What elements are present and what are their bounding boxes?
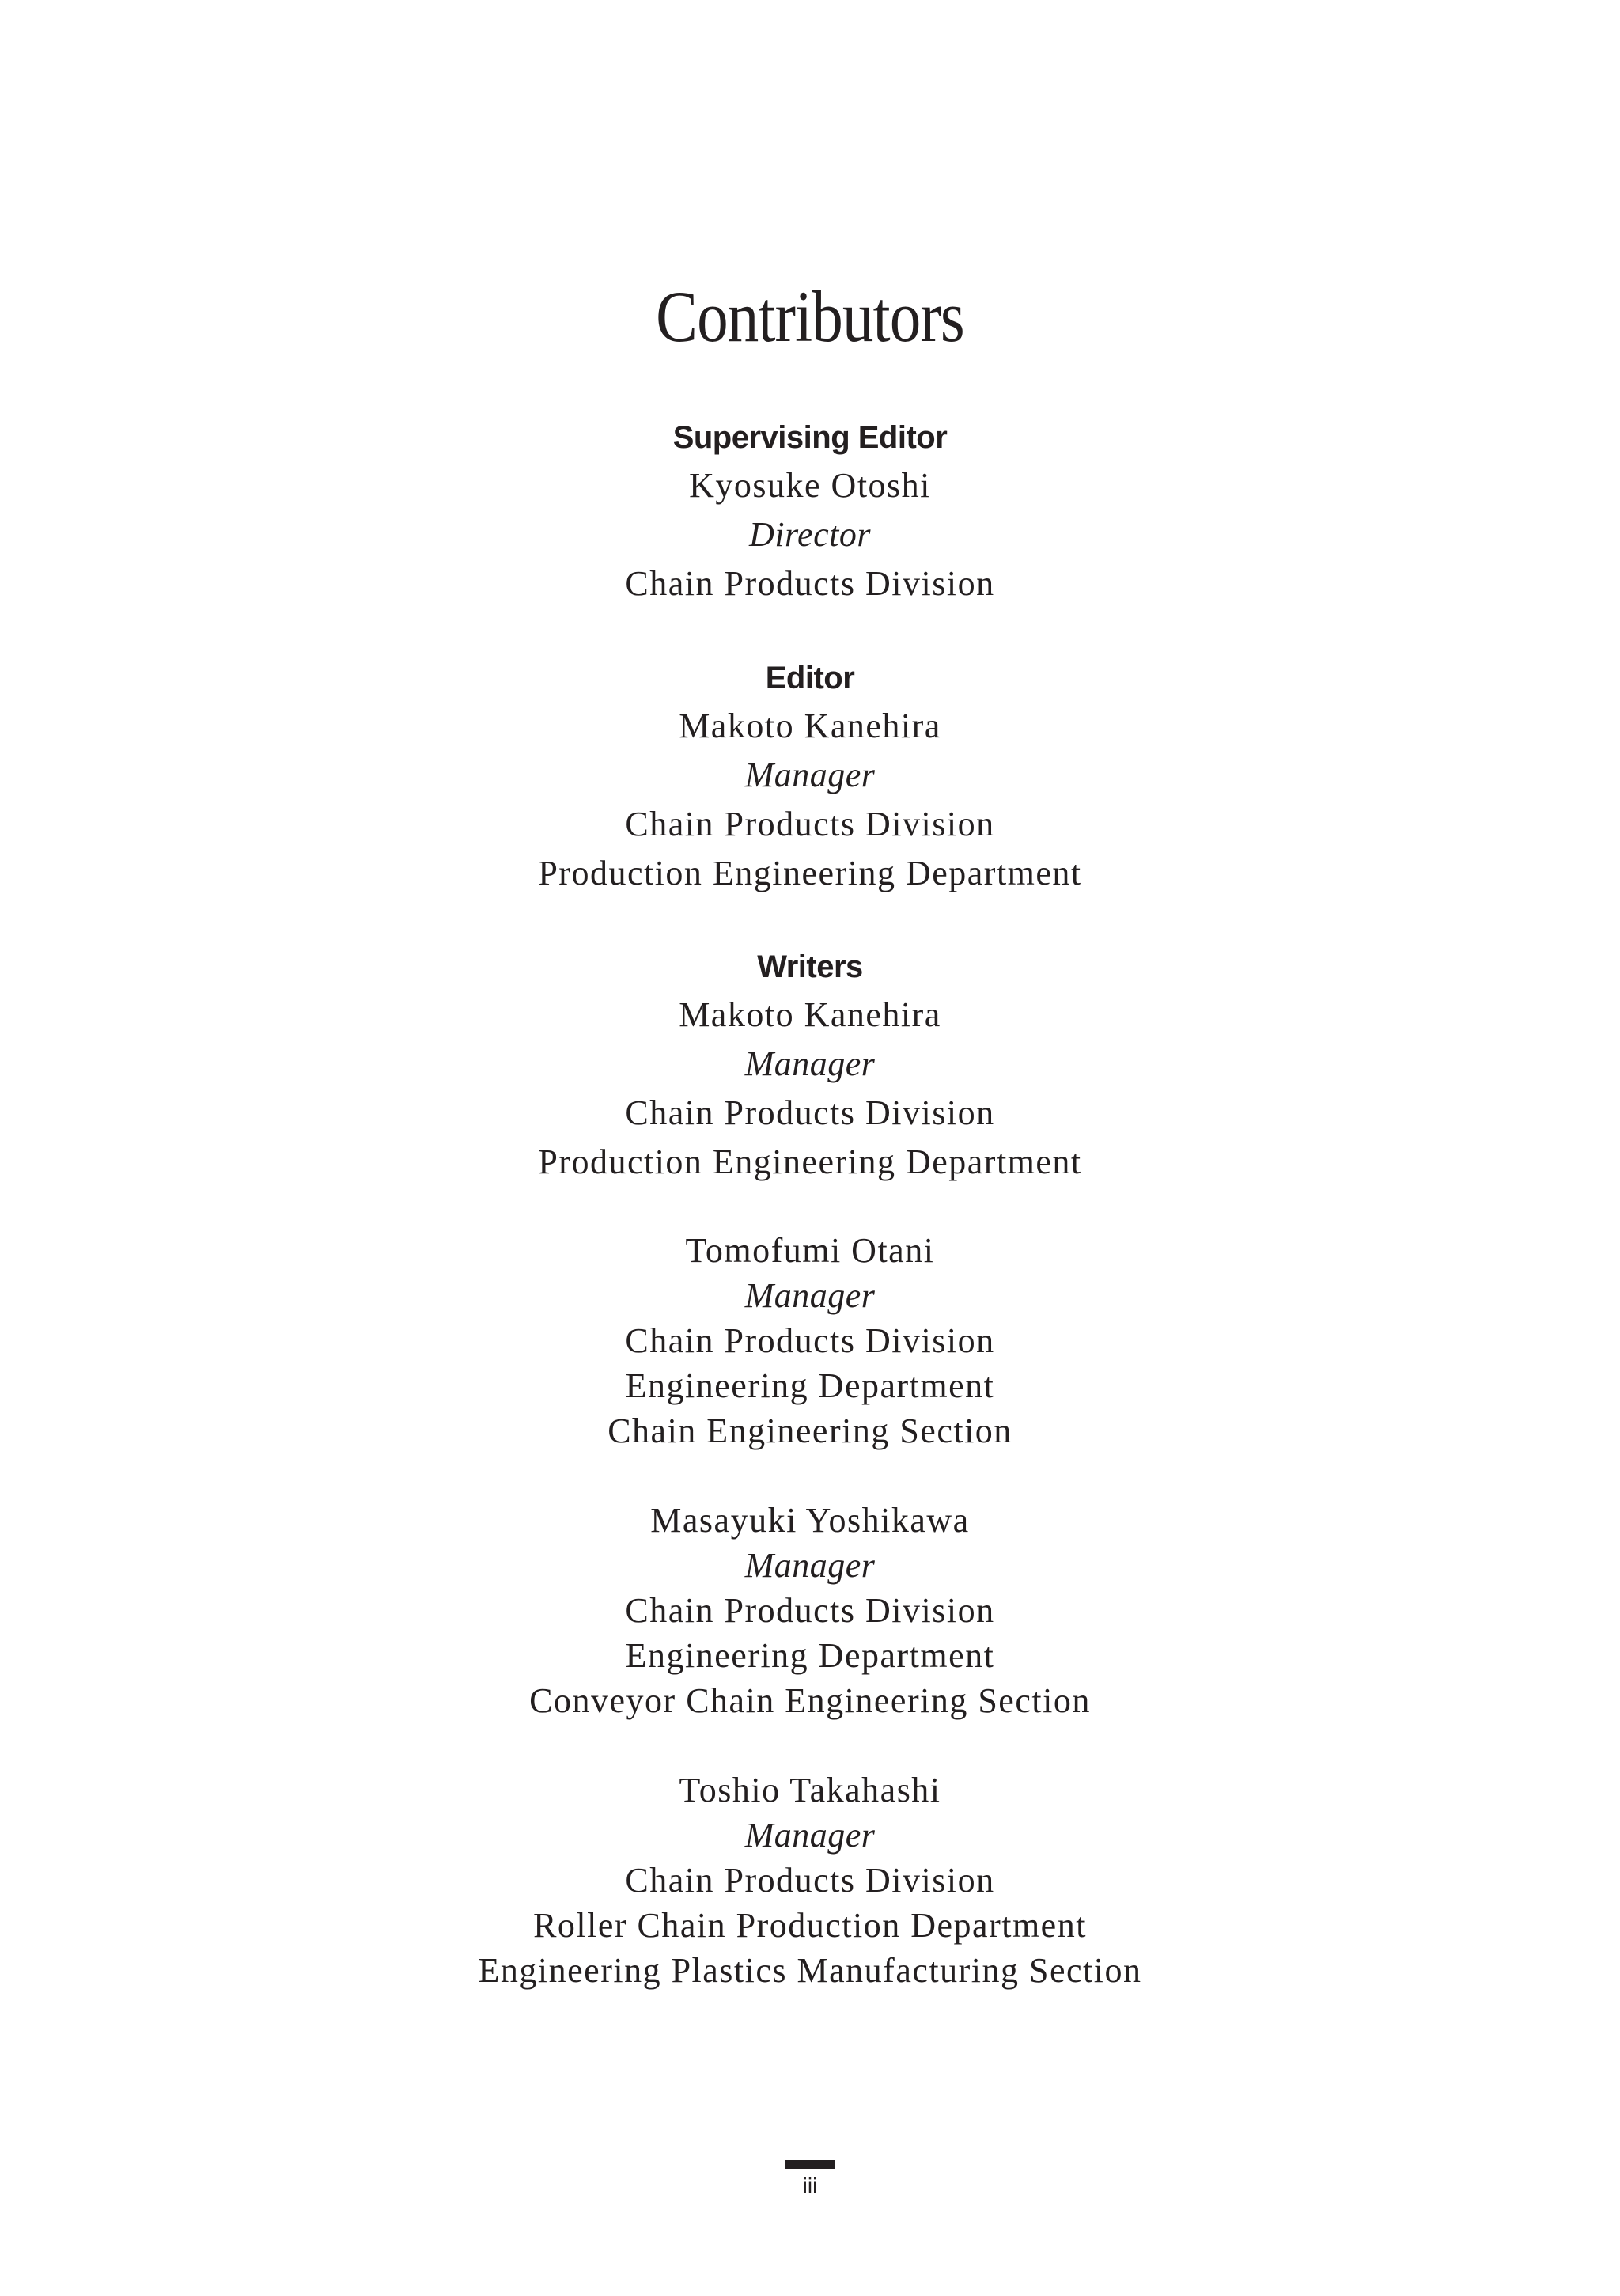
contributor-entry	[0, 702, 1620, 898]
contributor-entry	[0, 1767, 1620, 1993]
contributor-affiliation: Chain Products Division	[625, 1093, 995, 1132]
contributor-affiliation: Conveyor Chain Engineering Section	[529, 1681, 1091, 1720]
contributor-affiliation: Roller Chain Production Department	[533, 1906, 1087, 1945]
contributor-affiliation: Engineering Plastics Manufacturing Section	[478, 1951, 1142, 1990]
section-heading-supervising-editor: Supervising Editor	[672, 420, 948, 455]
contributor-affiliation: Chain Products Division	[625, 1861, 995, 1900]
contributor-affiliation: Production Engineering Department	[538, 1142, 1082, 1181]
contributor-affiliation: Chain Products Division	[625, 564, 995, 603]
contributor-entry	[0, 991, 1620, 1187]
contributor-entry	[0, 1498, 1620, 1723]
contributor-role: Manager	[744, 1044, 876, 1083]
contributor-affiliation: Chain Engineering Section	[608, 1411, 1012, 1450]
page-number: iii	[802, 2173, 818, 2198]
section-heading-writers: Writers	[757, 949, 863, 984]
contributor-affiliation: Engineering Department	[625, 1366, 995, 1405]
contributor-role: Manager	[744, 756, 876, 794]
contributor-role: Manager	[744, 1546, 876, 1585]
section-heading-editor: Editor	[765, 661, 855, 695]
contributor-name: Tomofumi Otani	[685, 1231, 935, 1270]
folio-bar	[785, 2160, 835, 2169]
contributor-name: Toshio Takahashi	[679, 1771, 941, 1809]
page-title: Contributors	[656, 276, 964, 357]
contributor-name: Makoto Kanehira	[679, 707, 941, 745]
contributor-role: Director	[749, 515, 871, 554]
contributor-affiliation: Production Engineering Department	[538, 854, 1082, 892]
contributor-entry	[0, 1228, 1620, 1453]
contributor-role: Manager	[744, 1276, 876, 1315]
contributor-name: Masayuki Yoshikawa	[650, 1501, 970, 1540]
contributor-name: Makoto Kanehira	[679, 995, 941, 1034]
contributor-affiliation: Chain Products Division	[625, 1591, 995, 1630]
contributor-entry	[0, 461, 1620, 608]
contributor-role: Manager	[744, 1816, 876, 1855]
contributor-affiliation: Engineering Department	[625, 1636, 995, 1675]
contributor-affiliation: Chain Products Division	[625, 1321, 995, 1360]
contributor-name: Kyosuke Otoshi	[689, 466, 931, 505]
contributor-affiliation: Chain Products Division	[625, 805, 995, 843]
